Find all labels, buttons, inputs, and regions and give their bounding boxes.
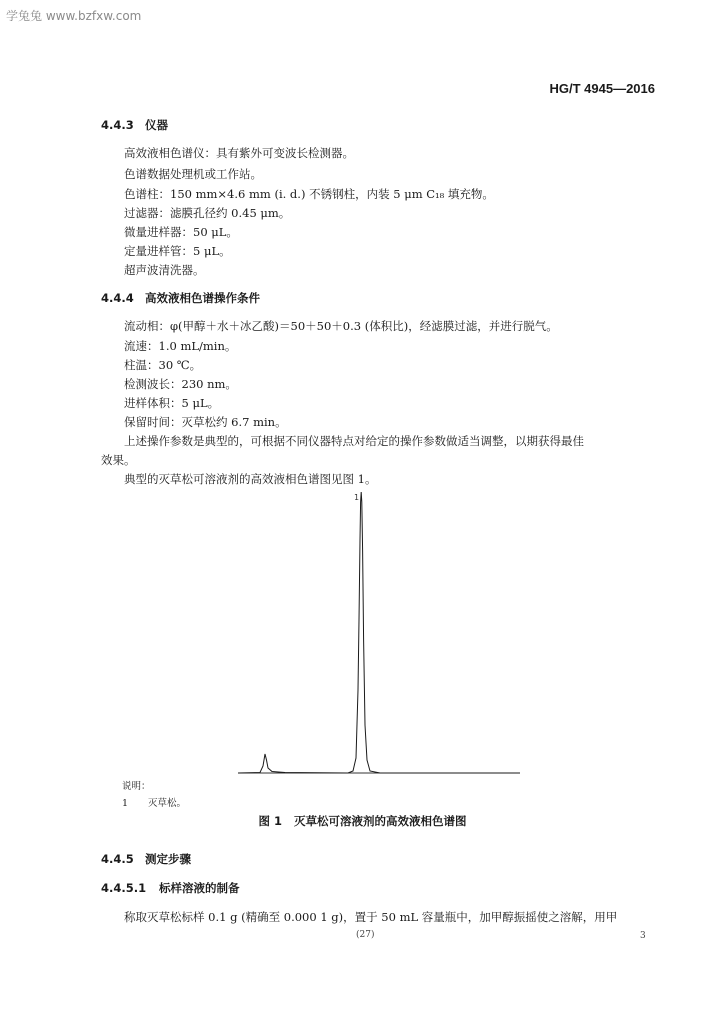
section-heading-4-4-4 [101,290,260,306]
legend-item-number: 1 [122,798,129,809]
paragraph-line: 效果。 [101,453,136,467]
section-number: 4.4.5 [101,852,134,866]
section-title: 高效液相色谱操作条件 [145,291,260,305]
paragraph-line: 超声波清洗器。 [124,263,205,277]
legend-heading: 说明： [122,781,151,792]
section-number: 4.4.4 [101,291,134,305]
section-number: 4.4.5.1 [101,881,147,895]
paragraph-line: 称取灭草松标样 0.1 g (精确至 0.000 1 g)，置于 50 mL 容量瓶中，加甲醇振摇使之溶解，用甲 [124,910,618,924]
section-heading-4-4-3 [101,117,168,133]
paragraph-line: 典型的灭草松可溶液剂的高效液相色谱图见图 1。 [124,472,377,486]
chromatogram-trace [238,492,520,773]
paragraph-line: 流速：1.0 mL/min。 [124,339,237,353]
paragraph-line: 色谱数据处理机或工作站。 [124,167,262,181]
section-title: 标样溶液的制备 [159,881,240,895]
paragraph-line: 高效液相色谱仪：具有紫外可变波长检测器。 [124,146,354,160]
standard-number: HG/T 4945—2016 [549,81,655,96]
figure-caption-text: 灭草松可溶液剂的高效液相色谱图 [294,814,467,828]
legend-item-text: 灭草松。 [148,798,187,809]
paragraph-line: 柱温：30 ℃。 [124,358,202,372]
paragraph-line: 定量进样管：5 μL。 [124,244,231,258]
paragraph-line: 流动相：φ(甲醇＋水＋冰乙酸)＝50＋50＋0.3 (体积比)，经滤膜过滤，并进行脱气。 [124,319,558,333]
chromatogram [230,490,530,780]
watermark: 学兔兔 www.bzfxw.com [6,9,142,23]
figure-caption-number: 图 1 [258,814,282,828]
paragraph-line: 微量进样器：50 μL。 [124,225,238,239]
page-footer-center: (27) [356,930,375,940]
page-number: 3 [640,931,646,941]
section-heading-4-4-5 [101,851,191,867]
paragraph-line: 进样体积：5 μL。 [124,396,220,410]
paragraph-line: 保留时间：灭草松约 6.7 min。 [124,415,287,429]
paragraph-line: 上述操作参数是典型的，可根据不同仪器特点对给定的操作参数做适当调整，以期获得最佳 [124,434,584,448]
paragraph-line: 色谱柱：150 mm×4.6 mm (i. d.) 不锈钢柱，内装 5 μm C₁₈ 填充物。 [124,187,494,201]
peak-label: 1 [354,493,360,502]
paragraph-line: 过滤器：滤膜孔径约 0.45 μm。 [124,206,291,220]
section-title: 仪器 [145,118,168,132]
legend-item [122,795,186,809]
section-number: 4.4.3 [101,118,134,132]
figure-caption [0,813,725,829]
paragraph-line: 检测波长：230 nm。 [124,377,237,391]
section-heading-4-4-5-1 [101,880,240,896]
section-title: 测定步骤 [145,852,191,866]
